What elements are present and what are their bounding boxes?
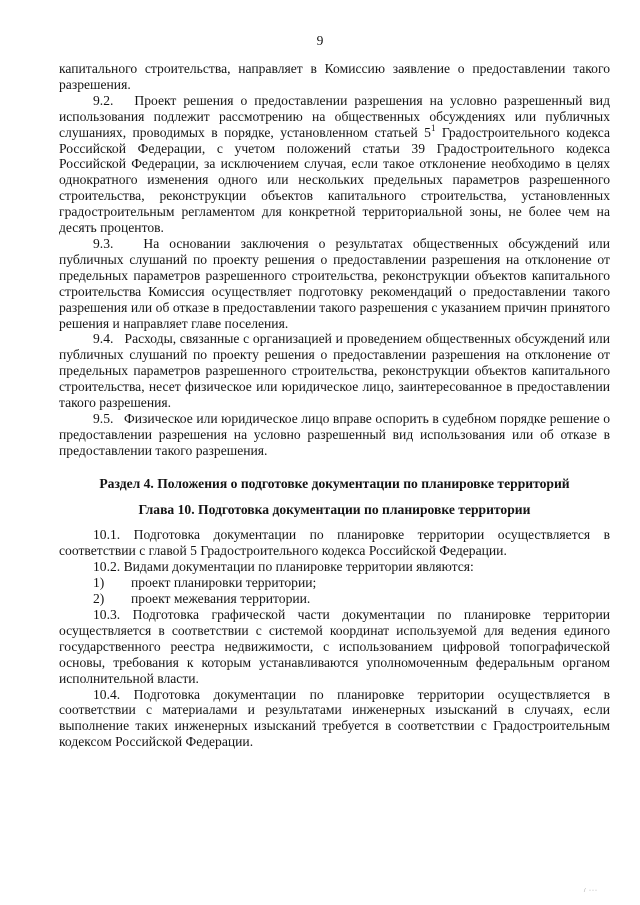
section-title: Раздел 4. Положения о подготовке документации по планировке территорий — [99, 475, 570, 491]
chapter-title: Глава 10. Подготовка документации по планировке территории — [138, 501, 531, 517]
list-item — [59, 575, 610, 591]
superscript-marker: 1 — [430, 122, 436, 133]
paragraph-10-1: 10.1. Подготовка документации по планировке территории осуществляется в соответствии с главой 5 Градостроительного кодекса Российской Федерации. — [59, 527, 610, 559]
list-item-text: проект межевания территории. — [131, 591, 311, 607]
list-item-text: проект планировки территории; — [131, 575, 317, 591]
paragraph-9-4: 9.4. Расходы, связанные с организацией и проведением общественных обсуждений или публичных слушаний по проекту решения о предоставлении разрешения на отклонение от предельных параметров разрешенного строительства, реконструкции объектов капитального строительства, несет физическое или юридическое лицо, заинтересованное в предоставлении такого разрешения. — [59, 331, 610, 411]
corner-mark: / ··· — [583, 888, 598, 894]
paragraph-9-2 — [59, 93, 610, 236]
list-item-number: 1) — [93, 575, 105, 591]
page-number: 9 — [316, 33, 324, 48]
paragraph-10-2: 10.2. Видами документации по планировке территории являются: — [93, 559, 474, 575]
spacer — [59, 459, 610, 476]
spacer — [59, 492, 610, 502]
document-body — [59, 61, 610, 750]
paragraph-continuation: капитального строительства, направляет в Комиссию заявление о предоставлении такого разрешения. — [59, 61, 610, 92]
paragraph-10-3: 10.3. Подготовка графической части документации по планировке территории осуществляется в соответствии с системой координат используемой для ведения единого государственного реестра недвижимости, с использованием цифровой топографической основы, требования к которым устанавливаются уполномоченным федеральным органом исполнительной власти. — [59, 607, 610, 686]
list-item-number: 2) — [93, 591, 105, 607]
paragraph-9-2-text-b: Градостроительного кодекса Российской Федерации, с учетом положений статьи 39 Градостроительного кодекса Российской Федерации, за исключением случая, если такое отклонение необходимо в целях однократного изменения одного или нескольких предельных параметров разрешенного строительства, реконструкции объектов капитального строительства, установленных градостроительным регламентом для конкретной территориальной зоны, не более чем на десять процентов. — [59, 124, 610, 236]
paragraph-10-4: 10.4. Подготовка документации по планировке территории осуществляется в соответствии с материалами и результатами инженерных изысканий в случаях, если выполнение таких инженерных изысканий требуется в соответствии с Градостроительным кодексом Российской Федерации. — [59, 686, 610, 750]
paragraph-9-3: 9.3. На основании заключения о результатах общественных обсуждений или публичных слушаний по проекту решения о предоставлении разрешения на отклонение от предельных параметров разрешенного строительства, реконструкции объектов капитального строительства Комиссия осуществляет подготовку рекомендаций о предоставлении такого разрешения или об отказе в предоставлении такого разрешения с указанием причин принятого решения и направляет главе поселения. — [59, 235, 610, 331]
spacer — [59, 517, 610, 527]
list-item — [59, 591, 610, 607]
paragraph-9-5: 9.5. Физическое или юридическое лицо вправе оспорить в судебном порядке решение о предоставлении разрешения на условно разрешенный вид использования или об отказе в предоставлении такого разрешения. — [59, 410, 610, 458]
paragraph-9-2-text-a: 9.2. Проект решения о предоставлении разрешения на условно разрешенный вид использования подлежит рассмотрению на общественных обсуждениях или публичных слушаниях, проводимых в порядке, установленном статьей 5 — [59, 92, 610, 140]
